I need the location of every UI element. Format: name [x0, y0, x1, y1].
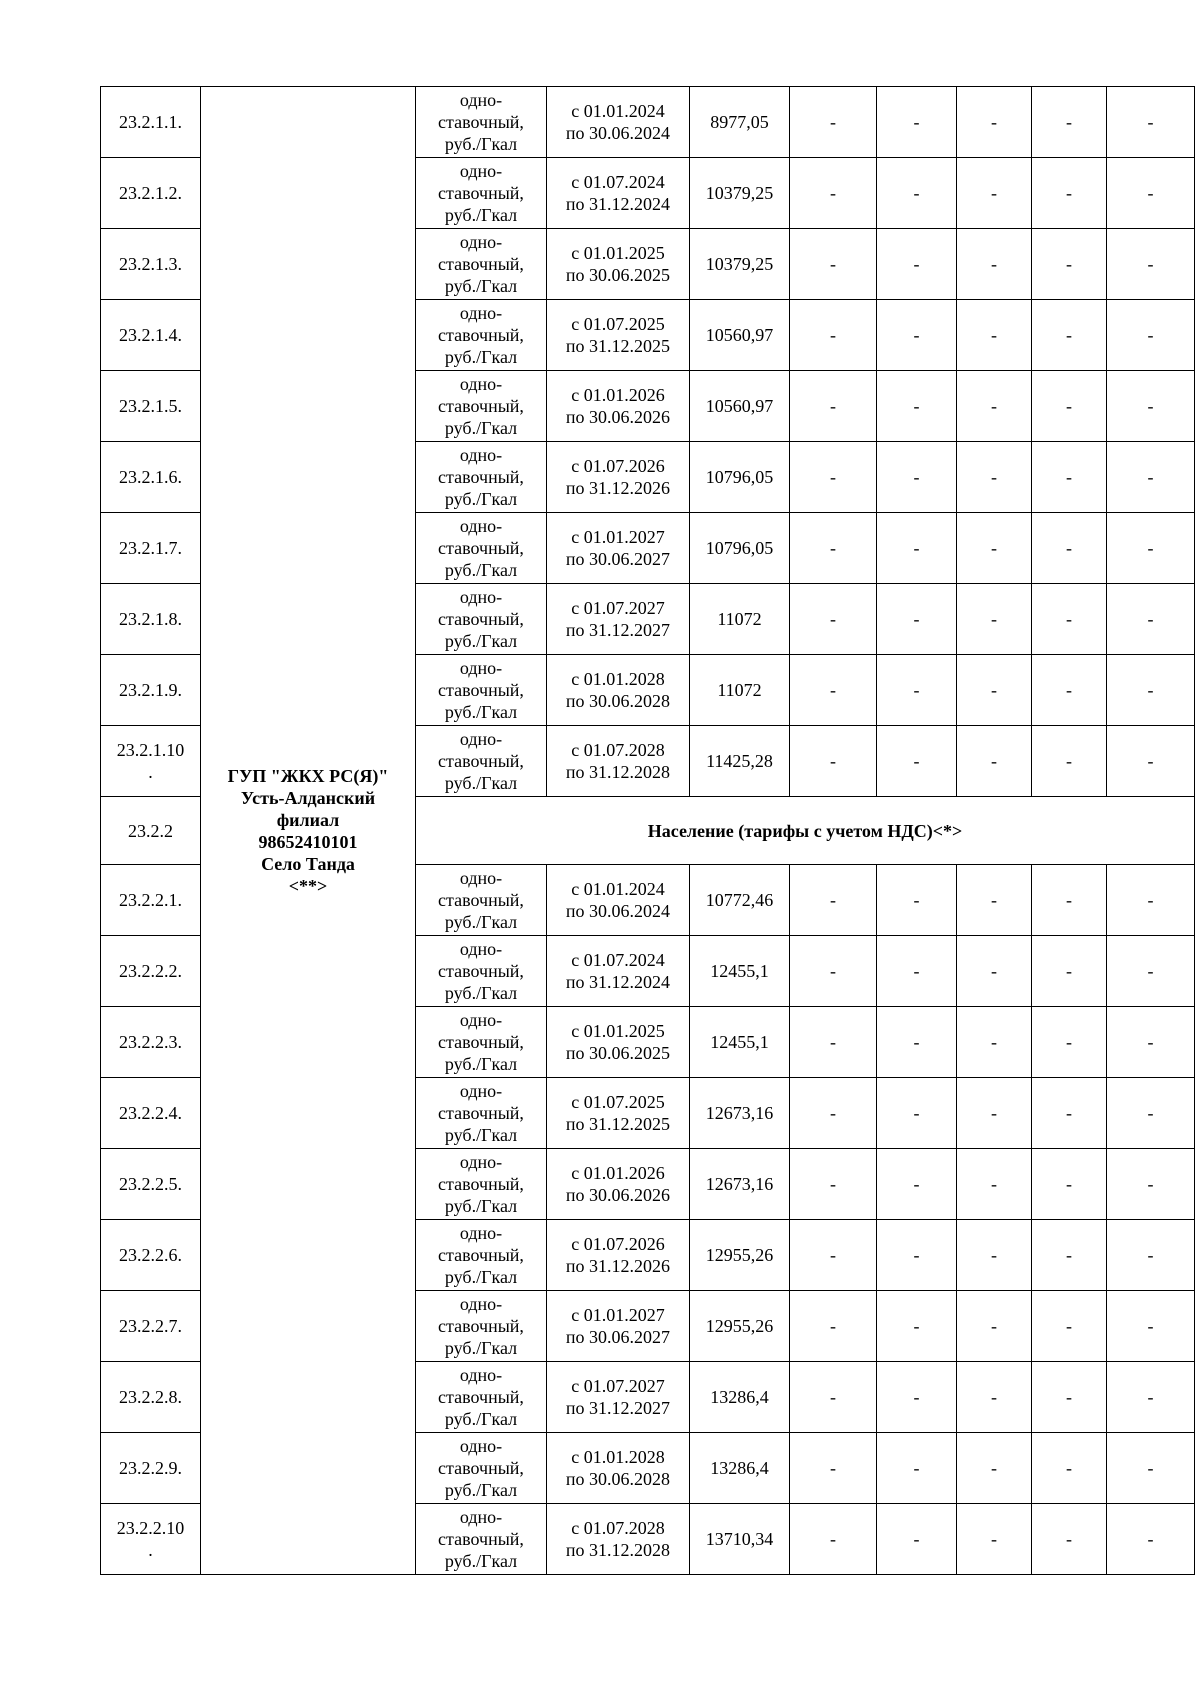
tariff-period — [547, 1362, 690, 1433]
empty-value-dash: - — [957, 584, 1032, 655]
row-number-part: 23.2.2.10 — [116, 1518, 185, 1538]
tariff-type — [416, 726, 547, 797]
table-row — [101, 87, 1195, 158]
organization-line: филиал — [276, 809, 340, 830]
tariff-period-line: с 01.07.2025 — [571, 1092, 665, 1112]
empty-value-dash: - — [790, 1220, 877, 1291]
tariff-type-line: ставочный, — [438, 467, 524, 487]
organization-line: ГУП "ЖКХ РС(Я)" — [227, 765, 389, 786]
row-number: 23.2.1.5. — [101, 371, 201, 442]
empty-value-dash: - — [1107, 371, 1195, 442]
row-number: 23.2.2.5. — [101, 1149, 201, 1220]
tariff-value: 12955,26 — [690, 1220, 790, 1291]
document-page — [100, 86, 1194, 1575]
empty-value-dash: - — [790, 158, 877, 229]
empty-value-dash: - — [957, 865, 1032, 936]
empty-value-dash: - — [877, 655, 957, 726]
tariff-period-line: по 30.06.2026 — [565, 407, 671, 427]
row-number: 23.2.2.4. — [101, 1078, 201, 1149]
tariff-period-line: с 01.01.2027 — [571, 527, 665, 547]
tariff-type-line: руб./Гкал — [444, 418, 518, 438]
tariff-period-line: с 01.07.2027 — [571, 598, 665, 618]
tariff-type-line: ставочный, — [438, 680, 524, 700]
empty-value-dash: - — [1032, 1504, 1107, 1575]
empty-value-dash: - — [1107, 936, 1195, 1007]
tariff-period-line: с 01.07.2024 — [571, 172, 665, 192]
tariff-type — [416, 229, 547, 300]
tariff-type-line: руб./Гкал — [444, 1125, 518, 1145]
empty-value-dash: - — [877, 1078, 957, 1149]
tariff-type-line: руб./Гкал — [444, 205, 518, 225]
empty-value-dash: - — [957, 655, 1032, 726]
tariff-type — [416, 1362, 547, 1433]
tariff-value: 12673,16 — [690, 1078, 790, 1149]
tariff-type-line: руб./Гкал — [444, 276, 518, 296]
tariff-type-line: одно- — [459, 303, 503, 323]
tariff-type-line: одно- — [459, 1223, 503, 1243]
empty-value-dash: - — [1032, 513, 1107, 584]
tariff-type-line: руб./Гкал — [444, 1338, 518, 1358]
empty-value-dash: - — [877, 584, 957, 655]
tariff-period — [547, 726, 690, 797]
tariff-type-line: руб./Гкал — [444, 1480, 518, 1500]
tariff-period-line: по 30.06.2026 — [565, 1185, 671, 1205]
tariff-period — [547, 936, 690, 1007]
tariff-type-line: руб./Гкал — [444, 1551, 518, 1571]
tariff-period — [547, 1149, 690, 1220]
empty-value-dash: - — [790, 442, 877, 513]
tariff-type-line: одно- — [459, 1081, 503, 1101]
tariff-type — [416, 1220, 547, 1291]
empty-value-dash: - — [790, 936, 877, 1007]
tariff-value: 12673,16 — [690, 1149, 790, 1220]
tariff-period-line: с 01.01.2028 — [571, 1447, 665, 1467]
tariff-period — [547, 655, 690, 726]
empty-value-dash: - — [1032, 87, 1107, 158]
empty-value-dash: - — [957, 442, 1032, 513]
empty-value-dash: - — [877, 1291, 957, 1362]
tariff-type-line: одно- — [459, 1365, 503, 1385]
empty-value-dash: - — [957, 229, 1032, 300]
tariff-value: 10560,97 — [690, 300, 790, 371]
row-number: 23.2.2.6. — [101, 1220, 201, 1291]
tariff-value: 13710,34 — [690, 1504, 790, 1575]
tariff-type-line: одно- — [459, 1436, 503, 1456]
tariff-period-line: по 30.06.2024 — [565, 123, 671, 143]
tariff-type-line: одно- — [459, 939, 503, 959]
tariff-period — [547, 300, 690, 371]
tariff-type — [416, 936, 547, 1007]
organization-line: <**> — [288, 875, 328, 896]
tariff-value: 10772,46 — [690, 865, 790, 936]
empty-value-dash: - — [1032, 1007, 1107, 1078]
empty-value-dash: - — [790, 300, 877, 371]
empty-value-dash: - — [1032, 655, 1107, 726]
empty-value-dash: - — [957, 1504, 1032, 1575]
tariff-type-line: руб./Гкал — [444, 1267, 518, 1287]
empty-value-dash: - — [790, 371, 877, 442]
tariff-period-line: по 31.12.2027 — [565, 620, 671, 640]
tariff-type-line: одно- — [459, 1010, 503, 1030]
section-title: Население (тарифы с учетом НДС)<*> — [416, 797, 1195, 865]
organization-cell — [201, 87, 416, 1575]
empty-value-dash: - — [1107, 442, 1195, 513]
tariff-type-line: ставочный, — [438, 1174, 524, 1194]
tariff-period-line: с 01.01.2024 — [571, 101, 665, 121]
empty-value-dash: - — [1032, 584, 1107, 655]
tariff-period — [547, 584, 690, 655]
empty-value-dash: - — [1032, 229, 1107, 300]
empty-value-dash: - — [1107, 300, 1195, 371]
empty-value-dash: - — [1107, 1078, 1195, 1149]
empty-value-dash: - — [957, 1433, 1032, 1504]
empty-value-dash: - — [790, 1362, 877, 1433]
tariff-type-line: одно- — [459, 445, 503, 465]
tariff-type-line: ставочный, — [438, 1032, 524, 1052]
tariff-type-line: руб./Гкал — [444, 560, 518, 580]
empty-value-dash: - — [790, 229, 877, 300]
tariff-type-line: ставочный, — [438, 112, 524, 132]
organization-line: Село Танда — [261, 853, 355, 874]
empty-value-dash: - — [1032, 1149, 1107, 1220]
empty-value-dash: - — [877, 87, 957, 158]
empty-value-dash: - — [790, 655, 877, 726]
tariff-type — [416, 1007, 547, 1078]
tariff-type — [416, 371, 547, 442]
tariff-type-line: одно- — [459, 1507, 503, 1527]
empty-value-dash: - — [1107, 1433, 1195, 1504]
tariff-value: 10796,05 — [690, 442, 790, 513]
tariff-period — [547, 158, 690, 229]
empty-value-dash: - — [1107, 584, 1195, 655]
empty-value-dash: - — [1107, 513, 1195, 584]
row-number: 23.2.1.8. — [101, 584, 201, 655]
tariff-value: 10379,25 — [690, 158, 790, 229]
tariff-period — [547, 1078, 690, 1149]
tariff-period-line: с 01.07.2028 — [571, 740, 665, 760]
empty-value-dash: - — [877, 726, 957, 797]
row-number: 23.2.1.3. — [101, 229, 201, 300]
tariff-type-line: ставочный, — [438, 1458, 524, 1478]
organization-line: 98652410101 — [258, 831, 358, 852]
tariff-period — [547, 87, 690, 158]
tariff-value: 10560,97 — [690, 371, 790, 442]
row-number-part: 23.2.1.10 — [116, 740, 185, 760]
tariff-period — [547, 1504, 690, 1575]
empty-value-dash: - — [877, 1220, 957, 1291]
empty-value-dash: - — [877, 300, 957, 371]
tariff-period-line: по 30.06.2028 — [565, 1469, 671, 1489]
empty-value-dash: - — [957, 158, 1032, 229]
empty-value-dash: - — [1032, 1078, 1107, 1149]
tariff-type — [416, 1504, 547, 1575]
tariff-type-line: ставочный, — [438, 1529, 524, 1549]
empty-value-dash: - — [1107, 1220, 1195, 1291]
tariff-type-line: одно- — [459, 374, 503, 394]
tariff-type-line: руб./Гкал — [444, 702, 518, 722]
empty-value-dash: - — [877, 1149, 957, 1220]
tariff-type — [416, 1149, 547, 1220]
tariff-type-line: ставочный, — [438, 1316, 524, 1336]
empty-value-dash: - — [790, 584, 877, 655]
row-number: 23.2.2.7. — [101, 1291, 201, 1362]
empty-value-dash: - — [957, 1149, 1032, 1220]
tariff-period — [547, 1220, 690, 1291]
tariff-period-line: по 31.12.2024 — [565, 194, 671, 214]
tariff-type-line: ставочный, — [438, 254, 524, 274]
tariff-value: 12455,1 — [690, 1007, 790, 1078]
tariff-period — [547, 442, 690, 513]
empty-value-dash: - — [877, 1007, 957, 1078]
tariff-period-line: с 01.01.2024 — [571, 879, 665, 899]
tariff-type — [416, 300, 547, 371]
tariff-value: 11072 — [690, 655, 790, 726]
tariff-value: 13286,4 — [690, 1362, 790, 1433]
tariff-period-line: с 01.01.2025 — [571, 243, 665, 263]
empty-value-dash: - — [790, 1007, 877, 1078]
empty-value-dash: - — [957, 1220, 1032, 1291]
tariff-period-line: по 30.06.2025 — [565, 265, 671, 285]
tariff-value: 10379,25 — [690, 229, 790, 300]
empty-value-dash: - — [1032, 726, 1107, 797]
empty-value-dash: - — [1107, 655, 1195, 726]
empty-value-dash: - — [1032, 865, 1107, 936]
empty-value-dash: - — [1032, 371, 1107, 442]
tariff-type-line: одно- — [459, 587, 503, 607]
tariff-value: 10796,05 — [690, 513, 790, 584]
row-number-part: . — [148, 762, 153, 782]
row-number: 23.2.1.7. — [101, 513, 201, 584]
tariff-period — [547, 1291, 690, 1362]
tariff-type-line: одно- — [459, 161, 503, 181]
empty-value-dash: - — [790, 1078, 877, 1149]
tariff-table-body — [101, 87, 1195, 1575]
tariff-type-line: ставочный, — [438, 1103, 524, 1123]
tariff-type-line: одно- — [459, 1152, 503, 1172]
tariff-table — [100, 86, 1195, 1575]
empty-value-dash: - — [877, 1504, 957, 1575]
row-number: 23.2.1.4. — [101, 300, 201, 371]
empty-value-dash: - — [877, 229, 957, 300]
tariff-type-line: ставочный, — [438, 538, 524, 558]
tariff-period-line: по 30.06.2024 — [565, 901, 671, 921]
empty-value-dash: - — [957, 1362, 1032, 1433]
tariff-type — [416, 513, 547, 584]
tariff-type — [416, 584, 547, 655]
row-number: 23.2.2.1. — [101, 865, 201, 936]
row-number — [101, 1504, 201, 1575]
tariff-type-line: руб./Гкал — [444, 983, 518, 1003]
tariff-type — [416, 1433, 547, 1504]
empty-value-dash: - — [1032, 1362, 1107, 1433]
tariff-period-line: по 31.12.2026 — [565, 478, 671, 498]
tariff-value: 11425,28 — [690, 726, 790, 797]
empty-value-dash: - — [1107, 1291, 1195, 1362]
row-number: 23.2.1.2. — [101, 158, 201, 229]
tariff-type — [416, 655, 547, 726]
empty-value-dash: - — [1032, 1291, 1107, 1362]
tariff-value: 8977,05 — [690, 87, 790, 158]
tariff-period-line: по 31.12.2025 — [565, 336, 671, 356]
empty-value-dash: - — [1032, 1433, 1107, 1504]
tariff-type-line: руб./Гкал — [444, 912, 518, 932]
tariff-type-line: ставочный, — [438, 961, 524, 981]
tariff-period-line: с 01.01.2025 — [571, 1021, 665, 1041]
empty-value-dash: - — [790, 513, 877, 584]
tariff-period-line: с 01.01.2026 — [571, 385, 665, 405]
tariff-value: 13286,4 — [690, 1433, 790, 1504]
tariff-period-line: по 30.06.2027 — [565, 549, 671, 569]
tariff-type-line: руб./Гкал — [444, 134, 518, 154]
tariff-type-line: руб./Гкал — [444, 489, 518, 509]
empty-value-dash: - — [877, 442, 957, 513]
tariff-type-line: ставочный, — [438, 751, 524, 771]
tariff-type-line: руб./Гкал — [444, 773, 518, 793]
empty-value-dash: - — [790, 1149, 877, 1220]
empty-value-dash: - — [1107, 229, 1195, 300]
tariff-period — [547, 1007, 690, 1078]
tariff-type — [416, 1291, 547, 1362]
tariff-type-line: руб./Гкал — [444, 1196, 518, 1216]
row-number: 23.2.1.6. — [101, 442, 201, 513]
tariff-period-line: по 31.12.2028 — [565, 762, 671, 782]
tariff-period-line: с 01.01.2026 — [571, 1163, 665, 1183]
tariff-period — [547, 513, 690, 584]
empty-value-dash: - — [790, 1433, 877, 1504]
tariff-type-line: ставочный, — [438, 183, 524, 203]
tariff-period-line: по 30.06.2028 — [565, 691, 671, 711]
empty-value-dash: - — [957, 1007, 1032, 1078]
row-number: 23.2.1.9. — [101, 655, 201, 726]
row-number: 23.2.2.3. — [101, 1007, 201, 1078]
tariff-period-line: с 01.07.2028 — [571, 1518, 665, 1538]
empty-value-dash: - — [957, 371, 1032, 442]
row-number: 23.2.2.2. — [101, 936, 201, 1007]
row-number: 23.2.1.1. — [101, 87, 201, 158]
tariff-period-line: по 31.12.2024 — [565, 972, 671, 992]
empty-value-dash: - — [1107, 726, 1195, 797]
tariff-type-line: ставочный, — [438, 1387, 524, 1407]
section-number: 23.2.2 — [101, 797, 201, 865]
empty-value-dash: - — [1107, 865, 1195, 936]
row-number-part: . — [148, 1540, 153, 1560]
empty-value-dash: - — [790, 726, 877, 797]
tariff-type-line: руб./Гкал — [444, 631, 518, 651]
tariff-period — [547, 865, 690, 936]
tariff-type-line: руб./Гкал — [444, 1409, 518, 1429]
tariff-type — [416, 87, 547, 158]
tariff-period-line: по 31.12.2028 — [565, 1540, 671, 1560]
empty-value-dash: - — [1107, 87, 1195, 158]
empty-value-dash: - — [1032, 936, 1107, 1007]
empty-value-dash: - — [790, 865, 877, 936]
tariff-type — [416, 442, 547, 513]
tariff-period-line: по 31.12.2025 — [565, 1114, 671, 1134]
tariff-type — [416, 865, 547, 936]
tariff-period-line: с 01.01.2028 — [571, 669, 665, 689]
tariff-type — [416, 158, 547, 229]
empty-value-dash: - — [877, 1362, 957, 1433]
organization-line: Усть-Алданский — [240, 787, 376, 808]
tariff-period — [547, 371, 690, 442]
empty-value-dash: - — [877, 865, 957, 936]
empty-value-dash: - — [1107, 1149, 1195, 1220]
tariff-period-line: по 31.12.2027 — [565, 1398, 671, 1418]
empty-value-dash: - — [1107, 1362, 1195, 1433]
tariff-period-line: с 01.07.2026 — [571, 456, 665, 476]
tariff-period — [547, 229, 690, 300]
row-number: 23.2.2.9. — [101, 1433, 201, 1504]
row-number: 23.2.2.8. — [101, 1362, 201, 1433]
empty-value-dash: - — [877, 371, 957, 442]
tariff-type-line: ставочный, — [438, 396, 524, 416]
empty-value-dash: - — [877, 936, 957, 1007]
tariff-type-line: одно- — [459, 516, 503, 536]
tariff-type-line: ставочный, — [438, 890, 524, 910]
tariff-type-line: одно- — [459, 1294, 503, 1314]
empty-value-dash: - — [1032, 1220, 1107, 1291]
tariff-type-line: одно- — [459, 658, 503, 678]
tariff-type-line: одно- — [459, 729, 503, 749]
empty-value-dash: - — [1107, 1007, 1195, 1078]
tariff-type-line: ставочный, — [438, 1245, 524, 1265]
tariff-type-line: руб./Гкал — [444, 1054, 518, 1074]
tariff-period-line: с 01.07.2024 — [571, 950, 665, 970]
tariff-period-line: с 01.07.2027 — [571, 1376, 665, 1396]
empty-value-dash: - — [790, 1504, 877, 1575]
empty-value-dash: - — [1032, 442, 1107, 513]
tariff-type-line: ставочный, — [438, 609, 524, 629]
empty-value-dash: - — [957, 1291, 1032, 1362]
tariff-type-line: одно- — [459, 868, 503, 888]
tariff-period-line: с 01.07.2026 — [571, 1234, 665, 1254]
empty-value-dash: - — [957, 1078, 1032, 1149]
tariff-period-line: с 01.01.2027 — [571, 1305, 665, 1325]
empty-value-dash: - — [1032, 158, 1107, 229]
tariff-type — [416, 1078, 547, 1149]
tariff-type-line: одно- — [459, 232, 503, 252]
empty-value-dash: - — [877, 158, 957, 229]
tariff-value: 12955,26 — [690, 1291, 790, 1362]
empty-value-dash: - — [790, 87, 877, 158]
empty-value-dash: - — [957, 936, 1032, 1007]
tariff-type-line: ставочный, — [438, 325, 524, 345]
row-number — [101, 726, 201, 797]
tariff-period-line: с 01.07.2025 — [571, 314, 665, 334]
tariff-period-line: по 31.12.2026 — [565, 1256, 671, 1276]
empty-value-dash: - — [1107, 158, 1195, 229]
tariff-value: 12455,1 — [690, 936, 790, 1007]
tariff-type-line: руб./Гкал — [444, 347, 518, 367]
empty-value-dash: - — [877, 513, 957, 584]
empty-value-dash: - — [877, 1433, 957, 1504]
tariff-period-line: по 30.06.2025 — [565, 1043, 671, 1063]
tariff-value: 11072 — [690, 584, 790, 655]
empty-value-dash: - — [957, 300, 1032, 371]
empty-value-dash: - — [957, 513, 1032, 584]
empty-value-dash: - — [957, 87, 1032, 158]
tariff-type-line: одно- — [459, 90, 503, 110]
tariff-period — [547, 1433, 690, 1504]
tariff-period-line: по 30.06.2027 — [565, 1327, 671, 1347]
empty-value-dash: - — [957, 726, 1032, 797]
empty-value-dash: - — [1107, 1504, 1195, 1575]
empty-value-dash: - — [790, 1291, 877, 1362]
empty-value-dash: - — [1032, 300, 1107, 371]
